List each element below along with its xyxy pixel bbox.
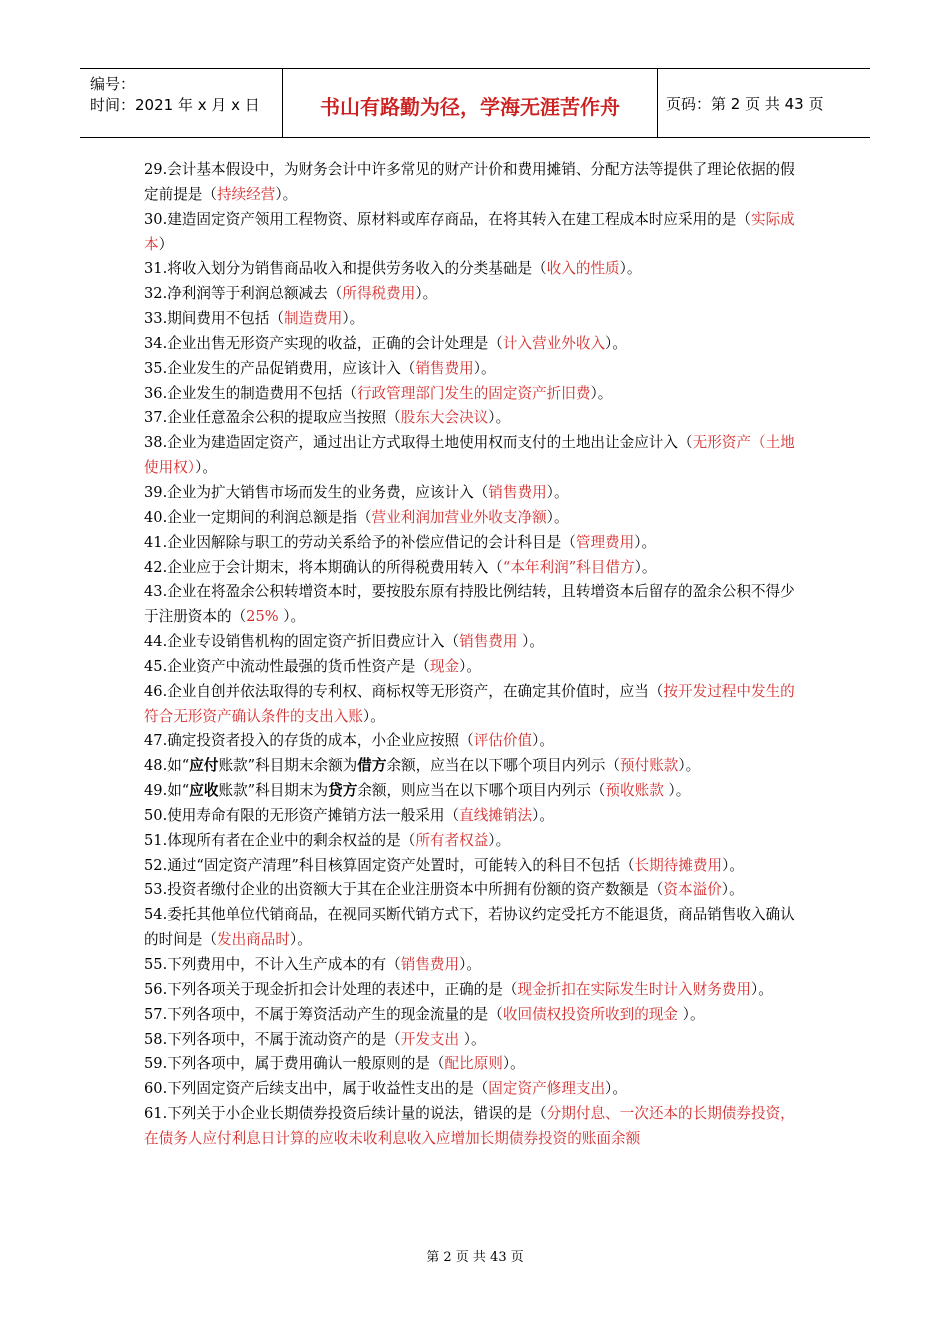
answer-text: 制造费用 [283,310,343,328]
question-text: 余额，则应当在以下哪个项目内列示（ [357,782,606,800]
header-page-cell [658,69,870,137]
question-text: 40.企业一定期间的利润总额是指（ [144,508,372,526]
serial-label: 编号： [90,75,136,93]
answer-text: 现金 [429,657,460,675]
question-item [144,406,808,431]
question-emphasis: 贷方 [328,782,358,800]
page-info: 页码：第 2 页 共 43 页 [666,95,824,113]
answer-text: 无形资产（土地使用权） [144,434,795,477]
answer-text: 固定资产修理支出 [488,1080,606,1098]
answer-text: 预付账款 [620,757,679,775]
question-text: 30.建造固定资产领用工程物资、原材料或库存商品，在将其转入在建工程成本时应采用的是（ [144,210,751,228]
question-text: 53.投资者缴付企业的出资额大于其在企业注册资本中所拥有份额的资产数额是（ [144,881,664,899]
question-text: 56.下列各项关于现金折扣会计处理的表述中，正确的是（ [144,980,518,998]
question-emphasis: 应付 [189,757,219,775]
question-text: ）。 [415,285,438,303]
question-text: 31.将收入划分为销售商品收入和提供劳务收入的分类基础是（ [144,260,547,278]
question-text: 账款”科目期末为 [218,782,329,800]
question-text: ）。 [289,931,312,949]
question-item [144,680,808,730]
answer-text: 行政管理部门发生的固定资产折旧费 [356,384,591,402]
answer-text: 长期待摊费用 [634,856,723,874]
question-item [144,1003,808,1028]
question-item [144,556,808,581]
question-item [144,829,808,854]
question-item [144,754,808,779]
answer-text: 股东大会决议 [400,409,489,427]
question-text: ）。 [502,1055,525,1073]
question-text: ）。 [362,707,385,725]
question-item [144,357,808,382]
question-item [144,729,808,754]
question-item [144,978,808,1003]
answer-text: 计入营业外收入 [502,334,606,352]
question-text: 54.委托其他单位代销商品，在视同买断代销方式下，若协议约定受托方不能退货，商品销售收入确认的时间是（ [144,906,795,949]
answer-text: “本年利润”科目借方 [502,558,635,576]
question-item [144,481,808,506]
answer-text: 销售费用 [459,633,518,651]
question-text: ）。 [488,409,511,427]
question-text: 36.企业发生的制造费用不包括（ [144,384,357,402]
answer-text: 现金折扣在实际发生时计入财务费用 [517,980,751,998]
question-item [144,332,808,357]
question-text: 57.下列各项中，不属于筹资活动产生的现金流量的是（ [144,1005,503,1023]
question-text: 37.企业任意盈余公积的提取应当按照（ [144,409,401,427]
question-text: ）。 [605,1080,627,1098]
question-emphasis: 借方 [357,757,387,775]
question-item [144,307,808,332]
question-text: ）。 [722,856,745,874]
date-label: 时间：2021 年 x 月 x 日 [90,96,260,114]
question-text: 49.如“ [144,782,190,800]
question-item [144,208,808,258]
question-text: ）。 [678,757,701,775]
question-text: 55.下列费用中，不计入生产成本的有（ [144,956,401,973]
question-item [144,878,808,903]
answer-text: 实际成本 [144,210,795,253]
question-text: ）。 [590,384,613,402]
answer-text: 销售费用 [415,359,474,377]
question-item [144,580,808,630]
answer-text: 25% [246,608,279,626]
answer-text: 资本溢价 [663,881,722,899]
question-text: 48.如“ [144,757,190,775]
question-text: ）。 [532,732,554,750]
answer-text: 直线摊销法 [459,806,533,824]
question-text: ）。 [459,1030,486,1048]
question-item [144,158,808,208]
answer-text: 分期付息、一次还本的长期债券投资，在债务人应付利息日计算的应收未收利息收入应增加长期债券投资的账面余额 [144,1105,795,1147]
question-text: 账款”科目期末余额为 [218,757,358,775]
answer-text: 收入的性质 [546,260,620,278]
question-text: 61.下列关于小企业长期债券投资后续计量的说法，错误的是（ [144,1105,547,1123]
question-text: 29.会计基本假设中，为财务会计中许多常见的财产计价和费用摊销、分配方法等提供了理论依据的假定前提是（ [144,161,795,203]
question-text: ）。 [750,980,773,998]
question-text: ）。 [634,558,657,576]
question-text: 59.下列各项中，属于费用确认一般原则的是（ [144,1055,445,1073]
answer-text: 管理费用 [575,533,635,551]
question-text: 47.确定投资者投入的存货的成本，小企业应按照（ [144,732,474,750]
question-text: 41.企业因解除与职工的劳动关系给予的补偿应借记的会计科目是（ [144,533,576,551]
question-item [144,282,808,307]
question-text: 32.净利润等于利润总额减去（ [144,285,343,303]
question-text: 35.企业发生的产品促销费用，应该计入（ [144,359,416,377]
question-text: 50.使用寿命有限的无形资产摊销方法一般采用（ [144,806,460,824]
question-text: ）。 [532,806,554,824]
question-text: ）。 [459,956,481,973]
question-text: 39.企业为扩大销售市场而发生的业务费，应该计入（ [144,483,489,501]
question-item [144,1102,808,1152]
question-item [144,531,808,556]
question-text: ）。 [488,831,511,849]
question-text: ）。 [663,782,691,800]
question-text: ）。 [195,459,217,477]
question-text: 51.体现所有者在企业中的剩余权益的是（ [144,831,416,849]
question-item [144,257,808,282]
page-footer: 第 2 页 共 43 页 [426,1250,524,1265]
question-item [144,779,808,804]
question-item [144,953,808,978]
question-item [144,382,808,407]
header-meta-cell [80,69,283,137]
page-header [80,68,870,138]
question-item [144,506,808,531]
question-text: ）。 [517,633,545,651]
question-text: ）。 [278,608,306,626]
answer-text: 销售费用 [488,483,547,501]
question-text: 38.企业为建造固定资产，通过出让方式取得土地使用权而支付的土地出让金应计入（ [144,434,693,452]
motto: 书山有路勤为径，学海无涯苦作舟 [320,95,620,119]
answer-text: 所得税费用 [342,285,416,303]
question-text: ）。 [473,359,496,377]
question-text: 45.企业资产中流动性最强的货币性资产是（ [144,657,430,675]
answer-text: 营业利润加营业外收支净额 [371,508,547,526]
question-item [144,903,808,953]
question-item [144,655,808,680]
question-text: 43.企业在将盈余公积转增资本时，要按股东原有持股比例结转，且转增资本后留存的盈余公积不得少于注册资本的（ [144,583,795,626]
question-text: 44.企业专设销售机构的固定资产折旧费应计入（ [144,633,460,651]
question-text: 58.下列各项中，不属于流动资产的是（ [144,1030,401,1048]
question-text: ）。 [634,533,657,551]
answer-text: 预收账款 [605,782,664,800]
question-text: 余额，应当在以下哪个项目内列示（ [386,757,620,775]
question-text: ）。 [275,185,298,203]
question-text: 60.下列固定资产后续支出中，属于收益性支出的是（ [144,1080,489,1098]
answer-text: 开发支出 [400,1030,460,1048]
question-list [144,158,808,1152]
question-text: ）。 [342,310,365,328]
question-text: 33.期间费用不包括（ [144,310,284,328]
question-emphasis: 应收 [189,782,219,800]
question-text: ）。 [721,881,744,899]
answer-text: 所有者权益 [415,831,489,849]
answer-text: 发出商品时 [216,931,290,949]
question-text: ） [158,235,174,253]
question-item [144,630,808,655]
question-text: ）。 [546,508,569,526]
answer-text: 销售费用 [400,956,460,973]
answer-text: 按开发过程中发生的符合无形资产确认条件的支出入账 [144,682,795,725]
question-item [144,1028,808,1053]
question-text: ）。 [619,260,642,278]
answer-text: 持续经营 [216,185,276,203]
question-text: 34.企业出售无形资产实现的收益，正确的会计处理是（ [144,334,503,352]
question-text: ）。 [605,334,627,352]
question-item [144,1052,808,1077]
question-item [144,854,808,879]
answer-text: 收回债权投资所收到的现金 [502,1005,679,1023]
question-text: ）。 [459,657,481,675]
question-item [144,1077,808,1102]
answer-text: 评估价值 [473,732,533,750]
header-motto-cell [283,69,658,137]
question-text: ）。 [678,1005,705,1023]
question-text: ）。 [546,483,569,501]
question-item [144,804,808,829]
answer-text: 配比原则 [444,1055,503,1073]
question-text: 46.企业自创并依法取得的专利权、商标权等无形资产，在确定其价值时，应当（ [144,682,664,700]
question-text: 42.企业应于会计期末，将本期确认的所得税费用转入（ [144,558,503,576]
question-item [144,431,808,481]
question-text: 52.通过“固定资产清理”科目核算固定资产处置时，可能转入的科目不包括（ [144,856,635,874]
